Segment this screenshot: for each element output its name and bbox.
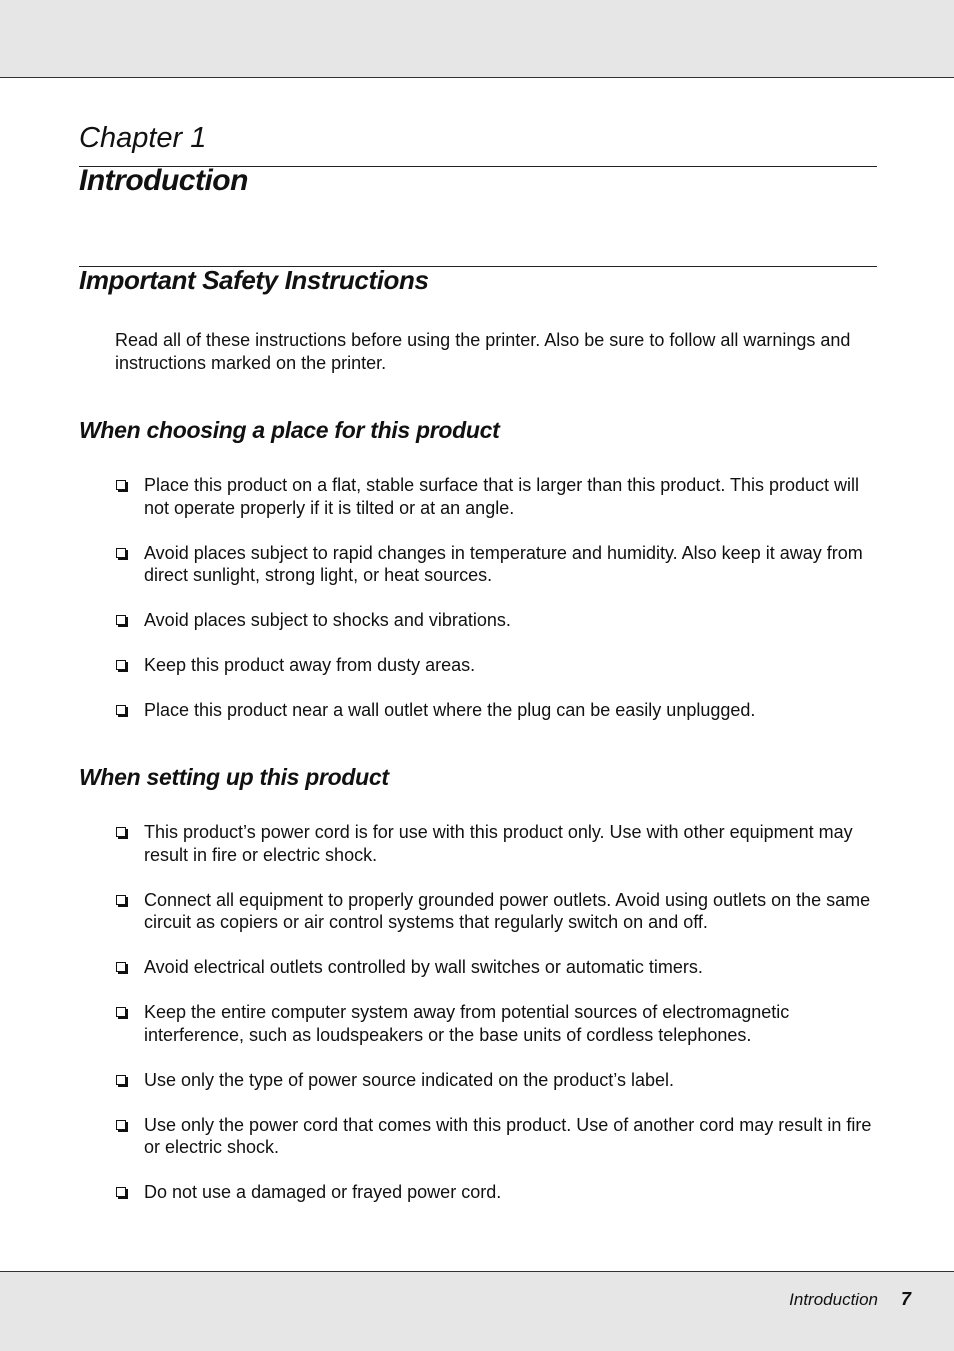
checkbox-bullet-icon <box>116 1120 126 1130</box>
checkbox-bullet-icon <box>116 1075 126 1085</box>
list-item <box>115 889 875 934</box>
header-band <box>0 0 954 78</box>
section-title: Important Safety Instructions <box>79 265 429 295</box>
list-item <box>115 474 875 519</box>
checkbox-bullet-icon <box>116 962 126 972</box>
subsection-heading-setup: When setting up this product <box>79 764 389 790</box>
checkbox-bullet-icon <box>116 660 126 670</box>
checkbox-bullet-icon <box>116 615 126 625</box>
list-item <box>115 956 875 979</box>
list-item-text: Place this product near a wall outlet where the plug can be easily unplugged. <box>144 700 756 720</box>
list-item <box>115 699 875 722</box>
list-item-text: Avoid places subject to shocks and vibrations. <box>144 610 511 630</box>
list-item-text: Place this product on a flat, stable surface that is larger than this product. This product will not operate properly if it is tilted or at an angle. <box>144 475 860 518</box>
list-item-text: This product’s power cord is for use with this product only. Use with other equipment may result in fire or electric shock. <box>144 822 853 865</box>
list-item <box>115 1001 875 1046</box>
checkbox-bullet-icon <box>116 480 126 490</box>
checkbox-bullet-icon <box>116 895 126 905</box>
checkbox-bullet-icon <box>116 1007 126 1017</box>
list-item <box>115 654 875 677</box>
list-item <box>115 542 875 587</box>
checkbox-bullet-icon <box>116 1187 126 1197</box>
list-item-text: Connect all equipment to properly grounded power outlets. Avoid using outlets on the same circuit as copiers or air control systems that regularly switch on and off. <box>144 889 871 932</box>
footer-section-label: Introduction <box>789 1290 878 1309</box>
list-item-text: Keep this product away from dusty areas. <box>144 655 476 675</box>
list-item <box>115 1181 875 1204</box>
list-item-text: Do not use a damaged or frayed power cord. <box>144 1182 502 1202</box>
subsection-heading-placement: When choosing a place for this product <box>79 417 500 443</box>
list-item <box>115 609 875 632</box>
chapter-label: Chapter 1 <box>79 122 207 154</box>
checkbox-bullet-icon <box>116 548 126 558</box>
checkbox-bullet-icon <box>116 827 126 837</box>
list-item <box>115 821 875 866</box>
list-item-text: Avoid electrical outlets controlled by wall switches or automatic timers. <box>144 957 703 977</box>
list-item-text: Use only the type of power source indicated on the product’s label. <box>144 1069 674 1090</box>
chapter-title: Introduction <box>79 164 248 197</box>
list-item-text: Keep the entire computer system away from potential sources of electromagnetic interference, such as loudspeakers or the base units of cordless telephones. <box>144 1002 790 1045</box>
page-number: 7 <box>901 1289 912 1309</box>
list-item-text: Use only the power cord that comes with this product. Use of another cord may result in fire or electric shock. <box>144 1114 872 1157</box>
footer-band <box>0 1271 954 1351</box>
checkbox-bullet-icon <box>116 705 126 715</box>
list-item <box>115 1069 875 1092</box>
list-item <box>115 1114 875 1159</box>
placement-list <box>115 474 875 744</box>
list-item-text: Avoid places subject to rapid changes in temperature and humidity. Also keep it away from direct sunlight, strong light, or heat sources. <box>144 542 863 585</box>
intro-paragraph: Read all of these instructions before using the printer. Also be sure to follow all warnings and instructions marked on the printer. <box>115 330 851 373</box>
setup-list <box>115 821 875 1226</box>
